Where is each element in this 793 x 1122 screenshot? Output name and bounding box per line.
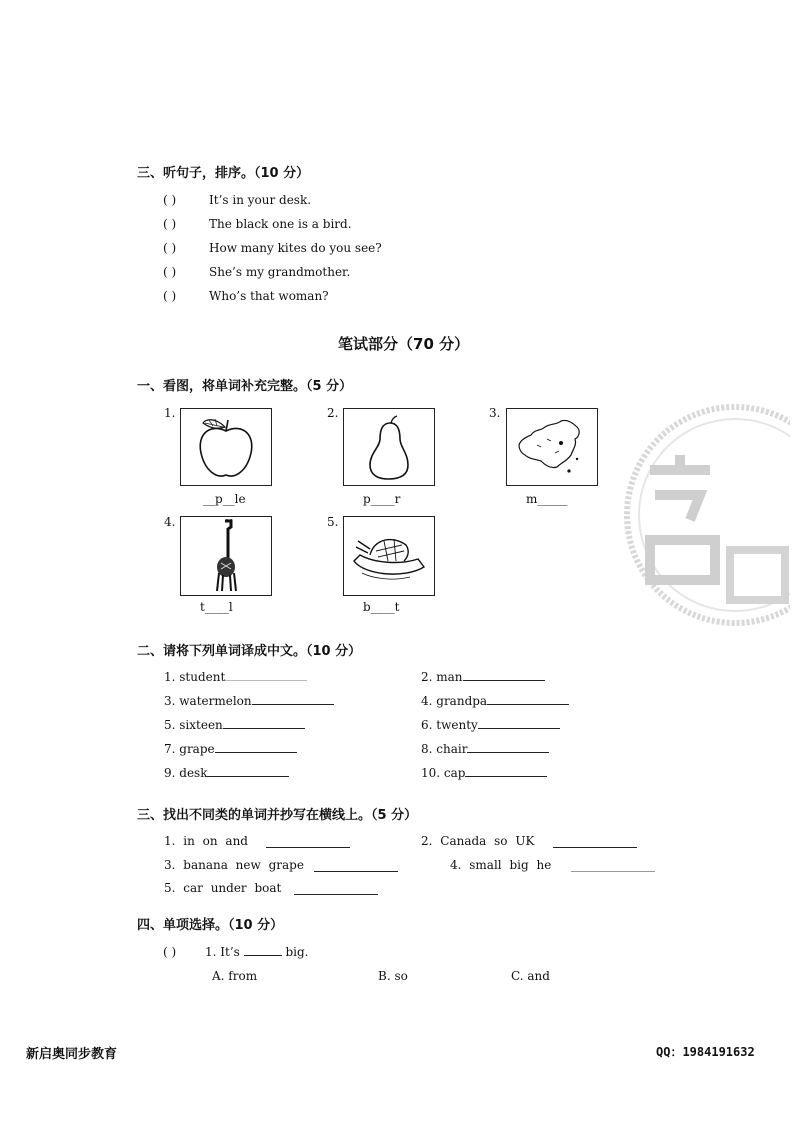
list-item: 5. sixteen [164,718,305,732]
list-item: 3. banana new grape [164,858,304,872]
word-blank: t____l [200,600,233,614]
boat-picture [343,516,435,596]
word-blank: b____t [363,600,400,614]
list-item: ( ) The black one is a bird. [163,217,352,231]
list-item: 4. grandpa [421,694,569,708]
option-c: C. and [511,969,550,983]
answer-line [467,742,549,753]
answer-line [571,861,655,872]
section3-title: 三、找出不同类的单词并抄写在横线上。（5 分） [137,808,418,823]
question-item: ( ) 1. It’s big. [163,945,309,959]
item-number: 4. [164,515,176,529]
section4-title: 四、单项选择。（10 分） [137,918,284,933]
list-item: 8. chair [421,742,549,756]
section1-title: 一、看图，将单词补充完整。（5 分） [137,379,353,394]
list-item: 10. cap [421,766,547,780]
answer-line [463,670,545,681]
word-blank: p____r [363,492,401,506]
list-item: 6. twenty [421,718,560,732]
answer-line [465,766,547,777]
written-part-title: 笔试部分（70 分） [338,335,470,353]
footer-contact: QQ：1984191632 [656,1045,755,1059]
apple-icon [181,409,271,485]
item-number: 2. [327,406,339,420]
option-a: A. from [212,969,258,983]
option-b: B. so [378,969,408,983]
china-map-picture [506,408,598,486]
china-map-icon [507,409,597,485]
answer-line [225,670,307,681]
answer-line [215,742,297,753]
pear-picture [343,408,435,486]
list-item: ( ) She’s my grandmother. [163,265,351,279]
boat-icon [344,517,434,595]
list-item: 1. in on and [164,834,248,848]
list-item: 5. car under boat [164,881,282,895]
list-item: 7. grape [164,742,297,756]
answer-line [314,861,398,872]
section2-title: 二、请将下列单词译成中文。（10 分） [137,644,362,659]
giraffe-picture [180,516,272,596]
list-item: 4. small big he [450,858,552,872]
answer-line [478,718,560,729]
answer-line [266,837,350,848]
footer-brand: 新启奥同步教育 [26,1047,118,1062]
answer-line [294,884,378,895]
answer-line [252,694,334,705]
pear-icon [344,409,434,485]
giraffe-icon [181,517,271,595]
item-number: 3. [489,406,501,420]
listening-section-title: 三、听句子，排序。（10 分） [137,166,310,181]
list-item: ( ) It’s in your desk. [163,193,312,207]
apple-picture [180,408,272,486]
list-item: ( ) Who’s that woman? [163,289,329,303]
answer-line [223,718,305,729]
list-item: 2. man [421,670,545,684]
answer-line [487,694,569,705]
list-item: 9. desk [164,766,289,780]
answer-line [207,766,289,777]
seal-watermark [620,400,790,630]
word-blank: m_____ [526,492,568,506]
item-number: 5. [327,515,339,529]
answer-line [553,837,637,848]
list-item: 2. Canada so UK [421,834,535,848]
list-item: 1. student [164,670,307,684]
answer-line [244,945,282,956]
list-item: 3. watermelon [164,694,334,708]
list-item: ( ) How many kites do you see? [163,241,382,255]
item-number: 1. [164,406,176,420]
word-blank: __p__le [203,492,246,506]
